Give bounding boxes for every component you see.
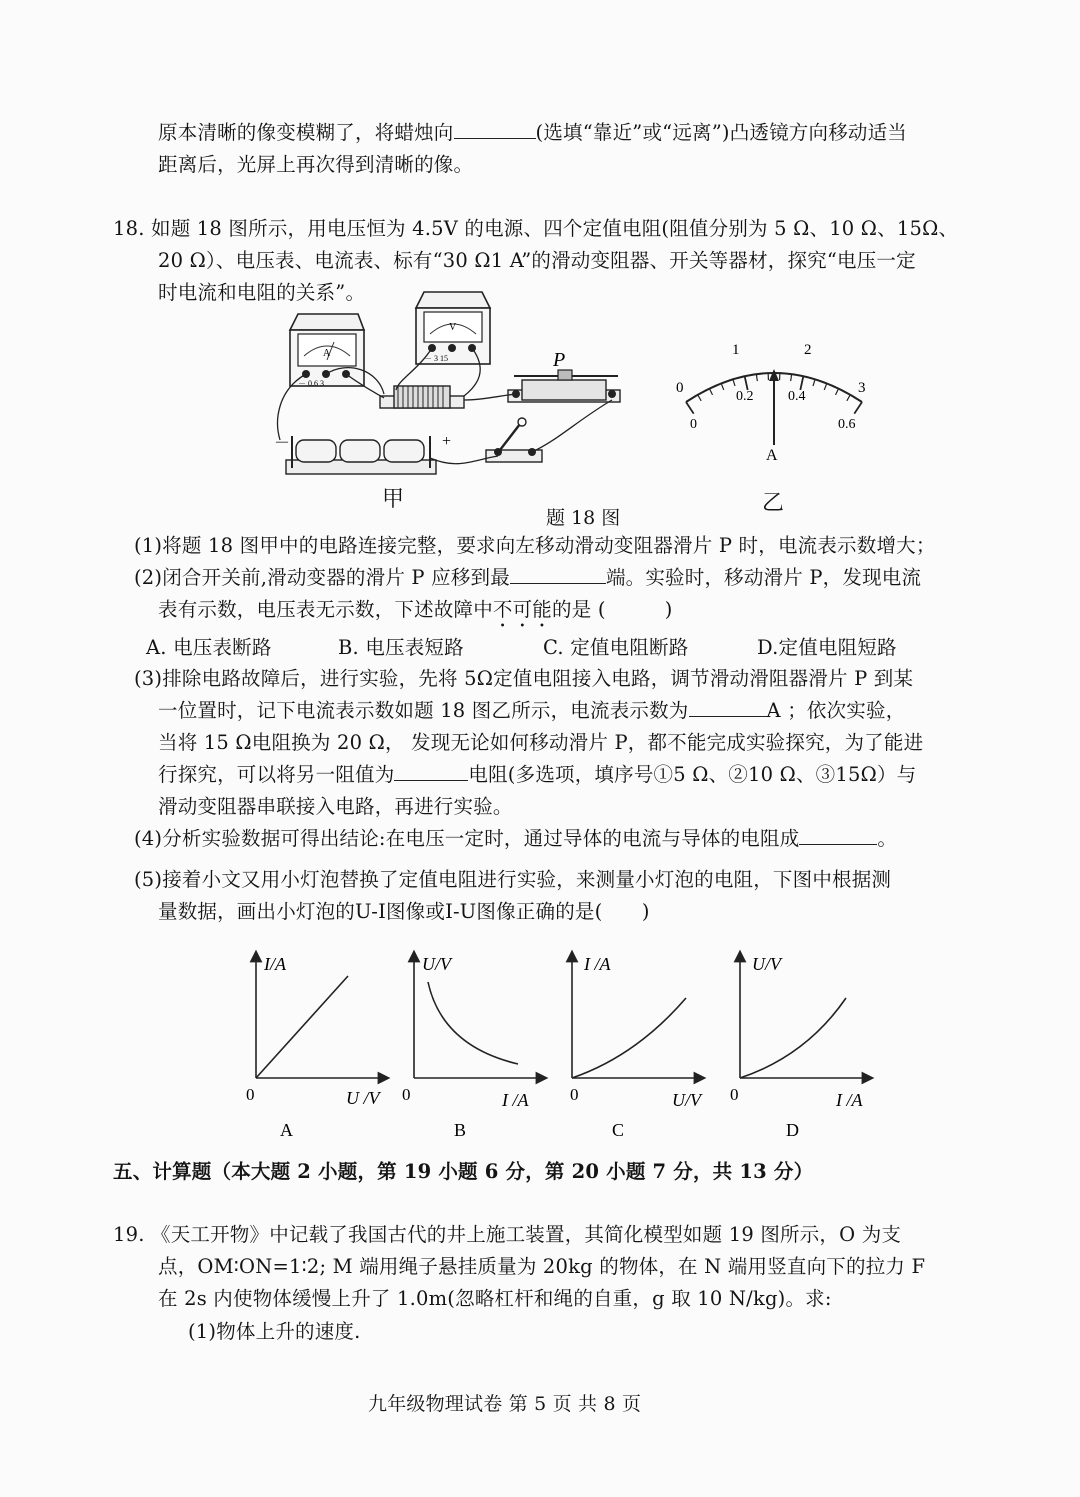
graph-a[interactable] xyxy=(246,954,384,1140)
battery-plus: + xyxy=(442,433,452,450)
answer-blank-resistor[interactable] xyxy=(394,763,468,781)
battery-minus: － xyxy=(274,435,291,452)
dial-bottom-1: 0.2 xyxy=(736,389,754,404)
q18-part-2c-pre: 表有示数，电压表无示数，下述故障中 xyxy=(158,598,493,621)
q18-part-2a xyxy=(134,562,921,590)
q18-line-1: 18. 如题 18 图所示，用电压恒为 4.5V 的电源、四个定值电阻(阻值分别为 5 Ω、10 Ω、15Ω、 xyxy=(113,217,959,240)
graph-b-xlabel: I /A xyxy=(502,1090,529,1110)
q18-part-3e: 滑动变阻器串联接入电路，再进行实验。 xyxy=(158,795,513,818)
graph-d-xlabel: I /A xyxy=(836,1090,863,1110)
q18-part-3b-after: A ；依次实验， xyxy=(766,699,906,722)
q18-part-2b-text: 端。实验时，移动滑片 P，发现电流 xyxy=(605,566,922,589)
figure-label-yi: 乙 xyxy=(762,491,785,516)
dial-top-1: 1 xyxy=(732,342,740,358)
graph-a-letter: A xyxy=(280,1120,293,1140)
q18-emphasis-impossible: 不可能 xyxy=(492,598,553,621)
q18-part-3b xyxy=(158,695,905,723)
q18-part-2c-post: 的是 ( ) xyxy=(552,598,673,621)
dial-tick xyxy=(686,402,694,414)
q18-part-4-end: 。 xyxy=(877,827,898,850)
battery-box xyxy=(274,433,451,474)
ammeter-letter: A xyxy=(323,348,331,359)
q18-part-2c xyxy=(158,594,673,632)
prev-text-1b: (选填“靠近”或“远离”)凸透镜方向移动适当 xyxy=(535,121,908,144)
q18-option-b[interactable]: B. 电压表短路 xyxy=(338,636,464,659)
page-footer: 九年级物理试卷 第 5 页 共 8 页 xyxy=(368,1393,642,1415)
graph-a-ylabel: I/A xyxy=(264,954,286,974)
q18-part-3c: 当将 15 Ω电阻换为 20 Ω， 发现无论如何移动滑片 P，都不能完成实验探究，为了能进 xyxy=(158,731,924,754)
dial-unit: A xyxy=(766,447,778,464)
dial-tick xyxy=(854,402,862,414)
graph-c-ylabel: I /A xyxy=(584,954,611,974)
q19-line-4: (1)物体上升的速度. xyxy=(188,1320,361,1343)
dial-top-3: 3 xyxy=(858,380,866,396)
prev-line-2: 距离后，光屏上再次得到清晰的像。 xyxy=(158,153,474,176)
ammeter-dial-yi xyxy=(664,330,874,465)
fixed-resistor xyxy=(380,386,464,408)
pointer-arrowhead xyxy=(769,369,779,381)
graph-a-xlabel: U /V xyxy=(346,1088,380,1108)
dial-top-2: 2 xyxy=(804,342,812,358)
dial-tick xyxy=(791,374,792,381)
q18-option-c[interactable]: C. 定值电阻断路 xyxy=(543,636,689,659)
graph-d-origin: 0 xyxy=(730,1085,739,1104)
q18-part-3d xyxy=(158,759,916,787)
q19-line-2: 点，OM∶ON=1∶2; M 端用绳子悬挂质量为 20kg 的物体，在 N 端用竖直向下的拉力 F xyxy=(158,1255,926,1278)
answer-blank-slider-end[interactable] xyxy=(510,566,606,584)
graph-c[interactable] xyxy=(570,954,703,1140)
graph-b-letter: B xyxy=(454,1120,467,1140)
q18-part-4-text: (4)分析实验数据可得出结论:在电压一定时，通过导体的电流与导体的电阻成 xyxy=(134,827,800,850)
prev-text-1: 原本清晰的像变模糊了，将蜡烛向 xyxy=(158,121,454,144)
dial-bottom-2: 0.4 xyxy=(788,389,806,404)
dial-tick xyxy=(745,376,748,390)
graph-b[interactable] xyxy=(402,954,542,1140)
q18-line-3: 时电流和电阻的关系”。 xyxy=(158,281,366,304)
dial-bottom-3: 0.6 xyxy=(838,417,856,432)
graphs-row xyxy=(236,946,886,1146)
dial-tick xyxy=(721,383,724,390)
rheostat xyxy=(508,349,620,402)
dial-tick xyxy=(824,383,827,390)
dial-top-0: 0 xyxy=(676,380,684,396)
answer-blank-conclusion[interactable] xyxy=(799,827,877,845)
switch xyxy=(486,418,542,462)
circuit-figure-jia xyxy=(268,290,638,515)
graph-c-letter: C xyxy=(612,1120,625,1140)
q18-part-3d-text: 行探究，可以将另一阻值为 xyxy=(158,763,395,786)
q18-part-2a-text: (2)闭合开关前,滑动变器的滑片 P 应移到最 xyxy=(134,566,510,589)
q18-option-a[interactable]: A. 电压表断路 xyxy=(146,636,272,659)
graph-d-letter: D xyxy=(786,1120,799,1140)
dial-bottom-0: 0 xyxy=(690,417,697,432)
q18-line-2: 20 Ω）、电压表、电流表、标有“30 Ω1 A”的滑动变阻器、开关等器材，探究“电压一定 xyxy=(158,249,916,272)
q19-line-3: 在 2s 内使物体缓慢上升了 1.0m(忽略杠杆和绳的自重，g 取 10 N/kg)。求: xyxy=(158,1287,832,1310)
graph-d-ylabel: U/V xyxy=(752,954,781,974)
graph-a-origin: 0 xyxy=(246,1085,255,1104)
q18-option-d[interactable]: D.定值电阻短路 xyxy=(757,636,897,659)
voltmeter xyxy=(416,292,490,364)
graph-b-origin: 0 xyxy=(402,1085,411,1104)
voltmeter-letter: V xyxy=(449,322,457,333)
section-5-heading: 五、计算题（本大题 2 小题，第 19 小题 6 分，第 20 小题 7 分，共 13 分） xyxy=(113,1160,814,1183)
answer-blank-current[interactable] xyxy=(689,699,767,717)
q18-part-3a: (3)排除电路故障后，进行实验，先将 5Ω定值电阻接入电路，调节滑动滑阻器滑片 P 到某 xyxy=(134,667,914,690)
dial-tick xyxy=(800,376,803,390)
dial-tick xyxy=(756,374,757,381)
graph-b-ylabel: U/V xyxy=(422,954,451,974)
q18-part-3b-text: 一位置时，记下电流表示数如题 18 图乙所示，电流表示数为 xyxy=(158,699,689,722)
q18-part-3d-after: 电阻(多选项，填序号①5 Ω、②10 Ω、③15Ω）与 xyxy=(468,763,917,786)
rheostat-label: P xyxy=(553,349,566,371)
figure-18-caption: 题 18 图 xyxy=(546,507,621,529)
q18-part-1: (1)将题 18 图甲中的电路连接完整，要求向左移动滑动变阻器滑片 P 时，电流表示数增大； xyxy=(134,534,936,557)
graph-c-xlabel: U/V xyxy=(672,1090,701,1110)
dial-tick xyxy=(847,395,850,401)
voltmeter-terminals: － 3 15 xyxy=(424,354,448,363)
q18-part-5b: 量数据，画出小灯泡的U-I图像或I-U图像正确的是( ) xyxy=(158,900,650,923)
q18-part-4 xyxy=(134,823,897,851)
figure-label-jia: 甲 xyxy=(382,487,405,512)
dial-tick xyxy=(733,379,735,386)
ammeter-terminals: － 0.6 3 xyxy=(298,379,324,388)
dial-tick xyxy=(709,389,712,395)
dial-tick xyxy=(698,395,701,401)
graph-d[interactable] xyxy=(730,954,868,1140)
q19-line-1: 19. 《天工开物》中记载了我国古代的井上施工装置，其简化模型如题 19 图所示，O 为支 xyxy=(113,1223,902,1246)
answer-blank-direction[interactable] xyxy=(454,121,536,139)
dial-tick xyxy=(813,379,815,386)
prev-line-1 xyxy=(158,117,907,145)
dial-tick xyxy=(835,389,838,395)
q18-part-5a: (5)接着小文又用小灯泡替换了定值电阻进行实验，来测量小灯泡的电阻，下图中根据测 xyxy=(134,868,892,891)
graph-c-origin: 0 xyxy=(570,1085,579,1104)
